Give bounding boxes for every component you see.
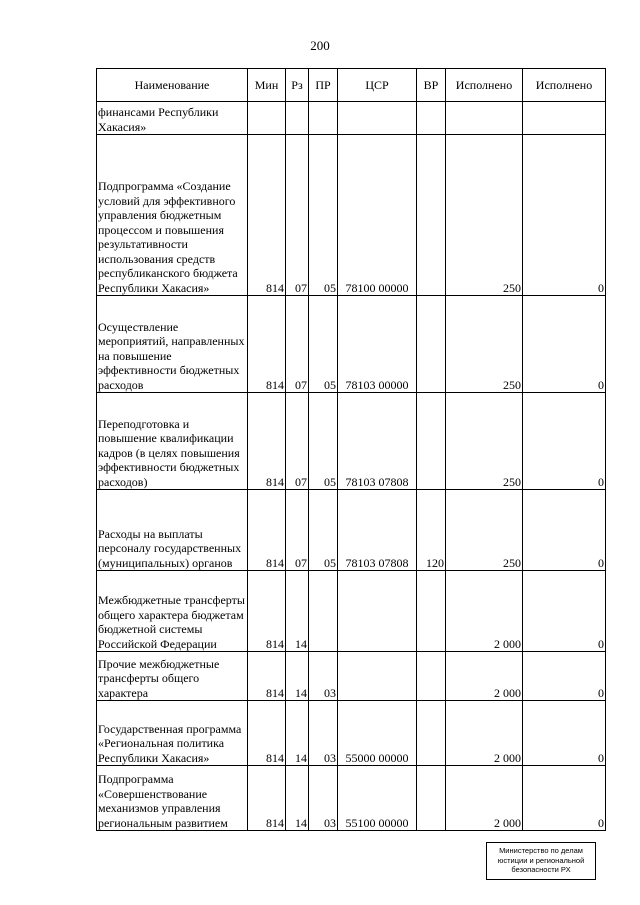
cell-csr: 55000 00000 [338,701,417,766]
cell-min: 814 [248,766,286,831]
cell-done-1: 250 [446,135,523,296]
header-min: Мин [248,69,286,102]
cell-done-2: 0 [523,701,606,766]
cell-pr: 03 [309,701,338,766]
cell-csr: 78103 00000 [338,296,417,393]
cell-pr [309,571,338,652]
cell-name: финансами Республики Хакасия» [97,102,248,135]
cell-done-2: 0 [523,766,606,831]
cell-pr: 05 [309,393,338,490]
cell-pr: 05 [309,490,338,571]
cell-rz [286,102,309,135]
cell-name: Подпрограмма «Создание условий для эффективного управления бюджетным процессом и повышения результативности использования средств республиканского бюджета Республики Хакасия» [97,135,248,296]
table-row [97,766,606,831]
header-rz: Рз [286,69,309,102]
ministry-stamp [486,842,596,880]
cell-rz: 07 [286,393,309,490]
cell-vr [417,393,446,490]
budget-table [96,68,606,831]
cell-done-2: 0 [523,490,606,571]
cell-done-1 [446,102,523,135]
cell-name: Переподготовка и повышение квалификации кадров (в целях повышения эффективности бюджетных расходов) [97,393,248,490]
stamp-line-3: безопасности РХ [511,865,571,874]
header-name: Наименование [97,69,248,102]
table-row [97,393,606,490]
header-done-2: Исполнено [523,69,606,102]
stamp-line-2: юстиции и региональной [497,855,585,865]
cell-pr: 03 [309,652,338,701]
cell-done-2: 0 [523,135,606,296]
header-row [97,69,606,102]
table-row [97,701,606,766]
table-row [97,102,606,135]
cell-vr [417,766,446,831]
cell-name: Расходы на выплаты персоналу государственных (муниципальных) органов [97,490,248,571]
cell-csr [338,652,417,701]
cell-name: Прочие межбюджетные трансферты общего характера [97,652,248,701]
cell-rz: 14 [286,652,309,701]
cell-csr: 55100 00000 [338,766,417,831]
cell-vr [417,102,446,135]
header-done-1: Исполнено [446,69,523,102]
cell-rz: 14 [286,766,309,831]
header-csr: ЦСР [338,69,417,102]
cell-done-1: 250 [446,296,523,393]
cell-done-2: 0 [523,652,606,701]
cell-csr: 78103 07808 [338,490,417,571]
header-pr: ПР [309,69,338,102]
table-row [97,571,606,652]
cell-csr: 78100 00000 [338,135,417,296]
cell-done-1: 2 000 [446,766,523,831]
cell-pr: 05 [309,135,338,296]
cell-min: 814 [248,571,286,652]
cell-name: Осуществление мероприятий, направленных на повышение эффективности бюджетных расходов [97,296,248,393]
cell-vr: 120 [417,490,446,571]
cell-pr: 05 [309,296,338,393]
cell-csr [338,102,417,135]
cell-rz: 07 [286,296,309,393]
cell-done-1: 250 [446,393,523,490]
cell-vr [417,135,446,296]
cell-min: 814 [248,652,286,701]
cell-name: Подпрограмма «Совершенствование механизмов управления региональным развитием [97,766,248,831]
cell-name: Государственная программа «Региональная политика Республики Хакасия» [97,701,248,766]
page-number: 200 [310,38,330,53]
table-row [97,652,606,701]
cell-done-2: 0 [523,571,606,652]
cell-pr: 03 [309,766,338,831]
header-vr: ВР [417,69,446,102]
table-row [97,296,606,393]
cell-vr [417,701,446,766]
cell-rz: 14 [286,701,309,766]
cell-rz: 14 [286,571,309,652]
cell-min [248,102,286,135]
cell-vr [417,296,446,393]
cell-csr [338,571,417,652]
cell-min: 814 [248,393,286,490]
cell-done-1: 2 000 [446,701,523,766]
cell-done-1: 250 [446,490,523,571]
cell-min: 814 [248,135,286,296]
cell-vr [417,571,446,652]
cell-done-2: 0 [523,393,606,490]
cell-rz: 07 [286,135,309,296]
cell-rz: 07 [286,490,309,571]
cell-name: Межбюджетные трансферты общего характера бюджетам бюджетной системы Российской Федерации [97,571,248,652]
cell-min: 814 [248,701,286,766]
cell-done-2: 0 [523,296,606,393]
cell-vr [417,652,446,701]
cell-pr [309,102,338,135]
cell-done-1: 2 000 [446,652,523,701]
stamp-line-1: Министерство по делам [499,846,583,855]
table-row [97,490,606,571]
table-row [97,135,606,296]
cell-min: 814 [248,296,286,393]
cell-min: 814 [248,490,286,571]
cell-done-2 [523,102,606,135]
cell-csr: 78103 07808 [338,393,417,490]
cell-done-1: 2 000 [446,571,523,652]
